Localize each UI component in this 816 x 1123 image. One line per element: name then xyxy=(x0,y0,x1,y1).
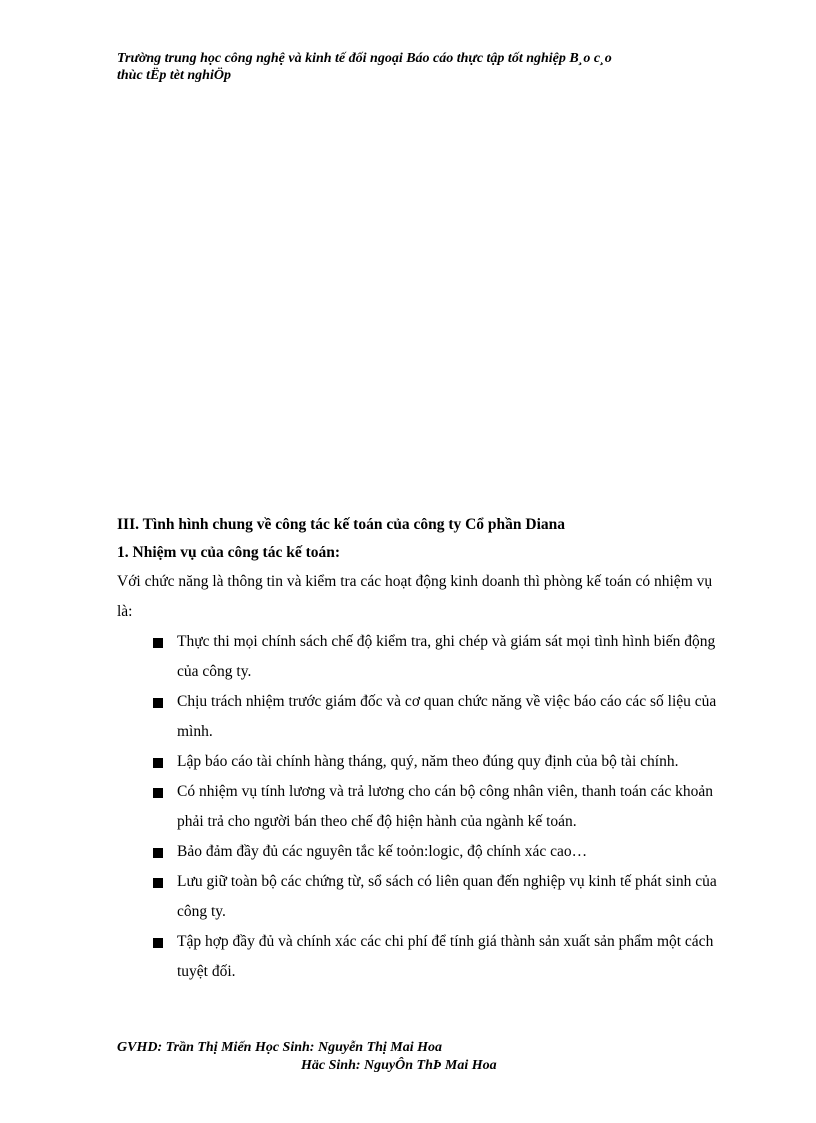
list-item-text: Bảo đảm đầy đủ các nguyên tắc kế toỏn:logic, độ chính xác cao… xyxy=(177,843,588,860)
square-bullet-icon xyxy=(153,698,163,708)
duty-list xyxy=(117,627,720,987)
page-header xyxy=(117,50,717,84)
list-item-text: Thực thi mọi chính sách chế độ kiểm tra, ghi chép và giám sát mọi tình hình biến động của công ty. xyxy=(177,633,716,680)
header-line-2: thùc tËp tèt nghiÖp xyxy=(117,68,231,83)
footer-line-1: GVHD: Trần Thị Miến Học Sinh: Nguyễn Thị Mai Hoa xyxy=(117,1040,443,1055)
list-item-text: Có nhiệm vụ tính lương và trả lương cho cán bộ công nhân viên, thanh toán các khoản phải trả cho người bán theo chế độ hiện hành của ngành kế toán. xyxy=(177,783,713,830)
footer-line-2: Häc Sinh: NguyÔn ThÞ Mai Hoa xyxy=(301,1058,497,1073)
section-title: III. Tình hình chung về công tác kế toán của công ty Cổ phần Diana xyxy=(117,516,566,533)
square-bullet-icon xyxy=(153,638,163,648)
intro-paragraph: Với chức năng là thông tin và kiểm tra các hoạt động kinh doanh thì phòng kế toán có nhiệm vụ là: xyxy=(117,573,713,620)
list-item xyxy=(117,927,720,987)
page-footer xyxy=(117,1039,717,1075)
square-bullet-icon xyxy=(153,938,163,948)
list-item-text: Chịu trách nhiệm trước giám đốc và cơ quan chức năng về việc báo cáo các số liệu của mình. xyxy=(177,693,717,740)
square-bullet-icon xyxy=(153,788,163,798)
square-bullet-icon xyxy=(153,848,163,858)
list-item xyxy=(117,627,720,687)
header-line-1: Trường trung học công nghệ và kinh tế đối ngoại Báo cáo thực tập tốt nghiệp B¸o c¸o xyxy=(117,51,612,66)
list-item xyxy=(117,687,720,747)
list-item-text: Lập báo cáo tài chính hàng tháng, quý, năm theo đúng quy định của bộ tài chính. xyxy=(177,753,679,770)
list-item xyxy=(117,747,720,777)
list-item-text: Lưu giữ toàn bộ các chứng từ, sổ sách có liên quan đến nghiệp vụ kinh tế phát sinh của công ty. xyxy=(177,873,717,920)
square-bullet-icon xyxy=(153,758,163,768)
list-item xyxy=(117,867,720,927)
square-bullet-icon xyxy=(153,878,163,888)
subsection-title: 1. Nhiệm vụ của công tác kế toán: xyxy=(117,544,341,561)
list-item xyxy=(117,777,720,837)
document-body xyxy=(117,511,720,987)
list-item-text: Tập hợp đầy đủ và chính xác các chi phí để tính giá thành sản xuất sản phẩm một cách tuyệt đối. xyxy=(177,933,714,980)
list-item xyxy=(117,837,720,867)
